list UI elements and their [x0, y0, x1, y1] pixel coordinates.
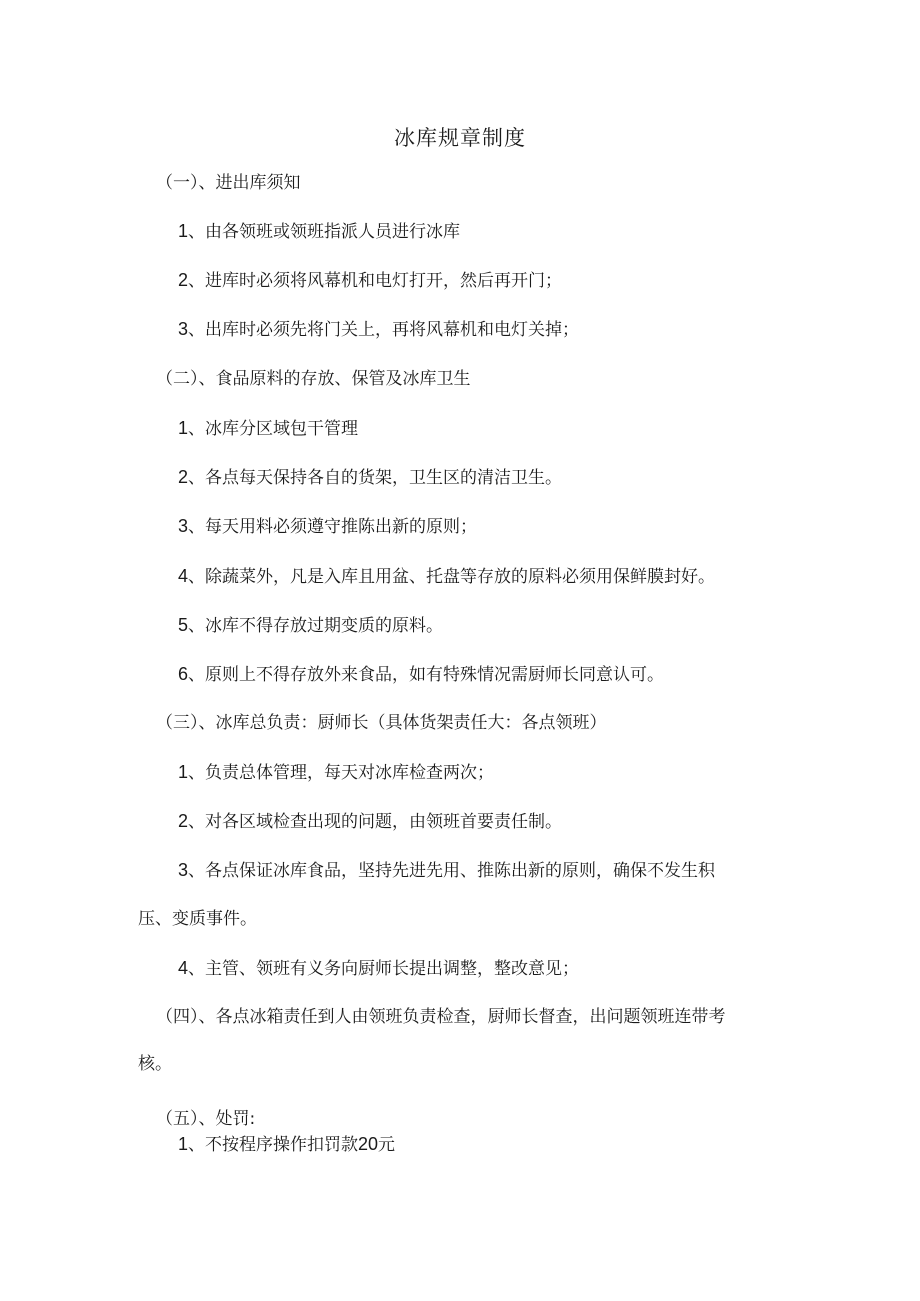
- item-number: 1: [178, 762, 189, 782]
- list-item: [178, 564, 715, 589]
- item-number: 6: [178, 664, 189, 684]
- item-text: 、除蔬菜外，凡是入库且用盆、托盘等存放的原料必须用保鲜膜封好。: [188, 567, 716, 587]
- item-number: 2: [178, 467, 189, 487]
- section-heading-5: （五）、处罚:: [156, 1109, 256, 1129]
- item-text: 、出库时必须先将门关上，再将风幕机和电灯关掉；: [188, 320, 580, 340]
- section-heading-2: （二）、食品原料的存放、保管及冰库卫生: [156, 369, 471, 389]
- list-item: [178, 268, 562, 293]
- section-heading-3: （三）、冰库总负责：厨师长（具体货架责任大：各点领班）: [156, 713, 607, 733]
- list-item: [178, 858, 715, 883]
- list-item: [178, 1132, 395, 1157]
- item-text: 、进库时必须将风幕机和电灯打开，然后再开门；: [188, 271, 563, 291]
- document-title: 冰库规章制度: [394, 126, 526, 150]
- item-number: 4: [178, 958, 189, 978]
- item-text: 、冰库分区域包干管理: [188, 419, 359, 439]
- list-item: [178, 662, 664, 687]
- item-number: 3: [178, 516, 189, 536]
- list-item: [178, 760, 494, 785]
- item-text: 、不按程序操作扣罚款: [188, 1135, 359, 1155]
- section-heading-1: （一）、进出库须知: [156, 173, 301, 193]
- item-text: 、负责总体管理，每天对冰库检查两次；: [188, 763, 495, 783]
- item-number: 1: [178, 418, 189, 438]
- item-text: 、对各区域检查出现的问题，由领班首要责任制。: [188, 812, 563, 832]
- section-continuation: 核。: [138, 1054, 172, 1074]
- item-text: 、每天用料必须遵守推陈出新的原则；: [188, 517, 478, 537]
- item-text: 、主管、领班有义务向厨师长提出调整，整改意见；: [188, 959, 580, 979]
- item-number: 3: [178, 860, 189, 880]
- item-text: 、各点每天保持各自的货架，卫生区的清洁卫生。: [188, 468, 563, 488]
- item-number: 2: [178, 270, 189, 290]
- item-number: 5: [178, 615, 189, 635]
- item-number: 3: [178, 319, 189, 339]
- list-item: [178, 219, 460, 244]
- list-item: [178, 514, 477, 539]
- list-item: [178, 613, 443, 638]
- section-heading-4: （四）、各点冰箱责任到人由领班负责检查，厨师长督查，出问题领班连带考: [156, 1007, 726, 1027]
- list-item: [178, 317, 579, 342]
- list-item: [178, 416, 358, 441]
- item-text: 、冰库不得存放过期变质的原料。: [188, 616, 444, 636]
- list-item: [178, 465, 562, 490]
- item-text: 、原则上不得存放外来食品，如有特殊情况需厨师长同意认可。: [188, 665, 665, 685]
- item-text: 、由各领班或领班指派人员进行冰库: [188, 222, 461, 242]
- list-item: [178, 956, 579, 981]
- item-number: 1: [178, 221, 189, 241]
- item-continuation: 压、变质事件。: [138, 909, 257, 929]
- item-text: 、各点保证冰库食品，坚持先进先用、推陈出新的原则，确保不发生积: [188, 861, 716, 881]
- item-number: 2: [178, 811, 189, 831]
- item-number: 1: [178, 1134, 189, 1154]
- list-item: [178, 809, 562, 834]
- fine-unit: 元: [378, 1135, 396, 1155]
- item-number: 4: [178, 566, 189, 586]
- fine-amount: 20: [358, 1134, 379, 1154]
